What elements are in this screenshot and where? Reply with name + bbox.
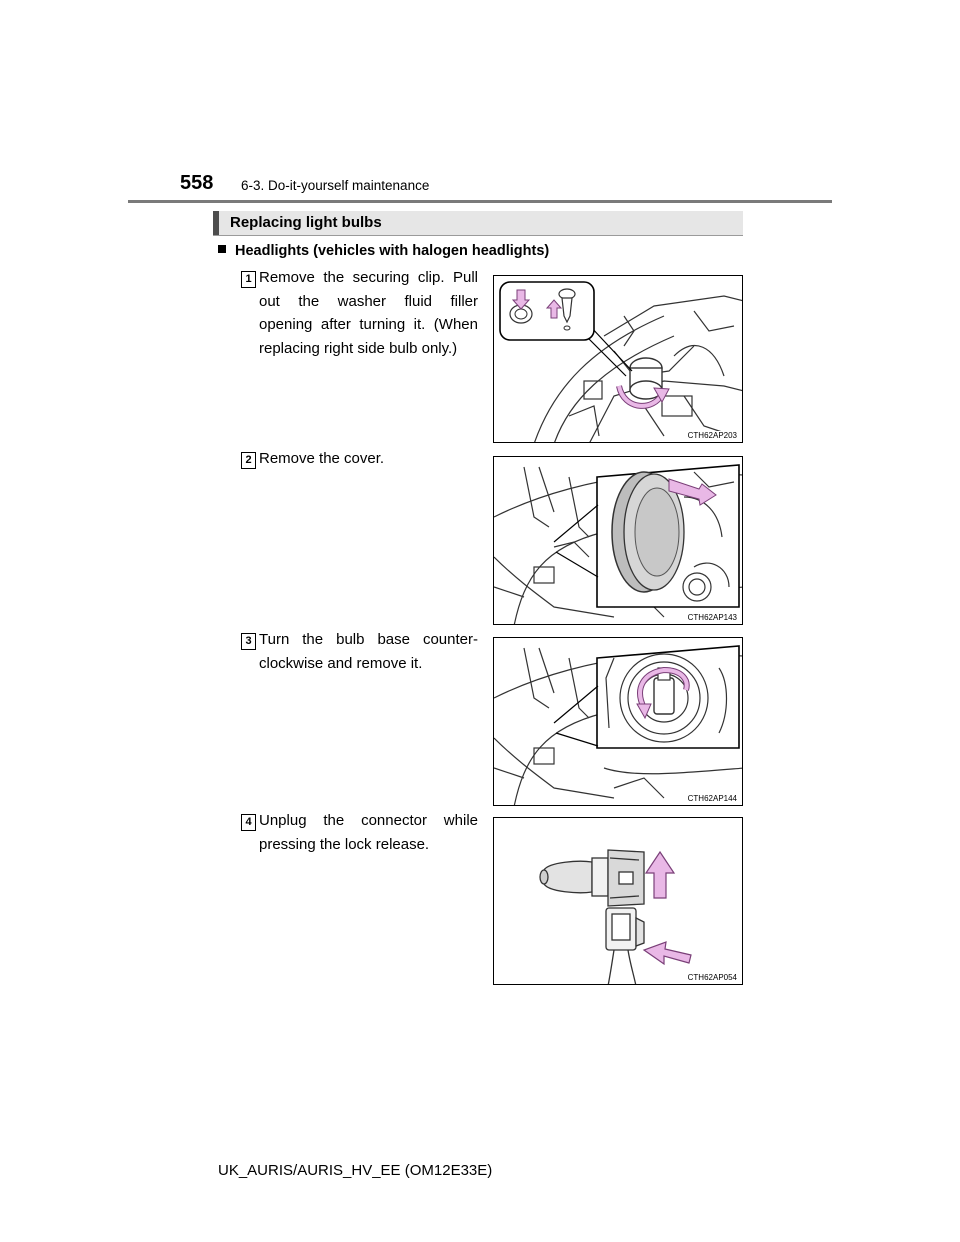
figure-code-4: CTH62AP054 (687, 973, 737, 982)
figure-code-3: CTH62AP144 (687, 794, 737, 803)
step-number-1: 1 (241, 271, 256, 288)
heading-rule (213, 235, 743, 236)
figure-step-3 (493, 637, 743, 806)
figure-code-2: CTH62AP143 (687, 613, 737, 622)
bullet-square-icon (218, 245, 226, 253)
step-number-3: 3 (241, 633, 256, 650)
section-heading-bar (213, 211, 743, 236)
step-number-4: 4 (241, 814, 256, 831)
section-title: 6-3. Do-it-yourself maintenance (241, 178, 430, 193)
step-text-1: Remove the securing clip. Pull out the washer fluid filler opening after turning it. (When replacing right side bulb only.) (259, 269, 478, 357)
engine-bay-illustration-2 (494, 457, 743, 625)
figure-step-4 (493, 817, 743, 985)
bulb-connector-illustration (494, 818, 743, 985)
step-number-2: 2 (241, 452, 256, 469)
subheading (218, 243, 549, 259)
page-number: 558 (180, 172, 214, 194)
section-heading: Replacing light bulbs (230, 214, 382, 231)
step-text-4: Unplug the connector while pressing the lock release. (259, 812, 478, 853)
figure-step-2 (493, 456, 743, 625)
figure-code-1: CTH62AP203 (687, 431, 737, 440)
step-text-2: Remove the cover. (259, 450, 385, 467)
figure-step-1 (493, 275, 743, 443)
footer-document-code: UK_AURIS/AURIS_HV_EE (OM12E33E) (218, 1162, 493, 1179)
subheading-text: Headlights (vehicles with halogen headlights) (235, 243, 550, 259)
header-rule (128, 200, 832, 203)
engine-bay-illustration-3 (494, 638, 743, 806)
engine-bay-illustration-1 (494, 276, 743, 443)
step-text-3: Turn the bulb base counter-clockwise and remove it. (259, 631, 478, 672)
